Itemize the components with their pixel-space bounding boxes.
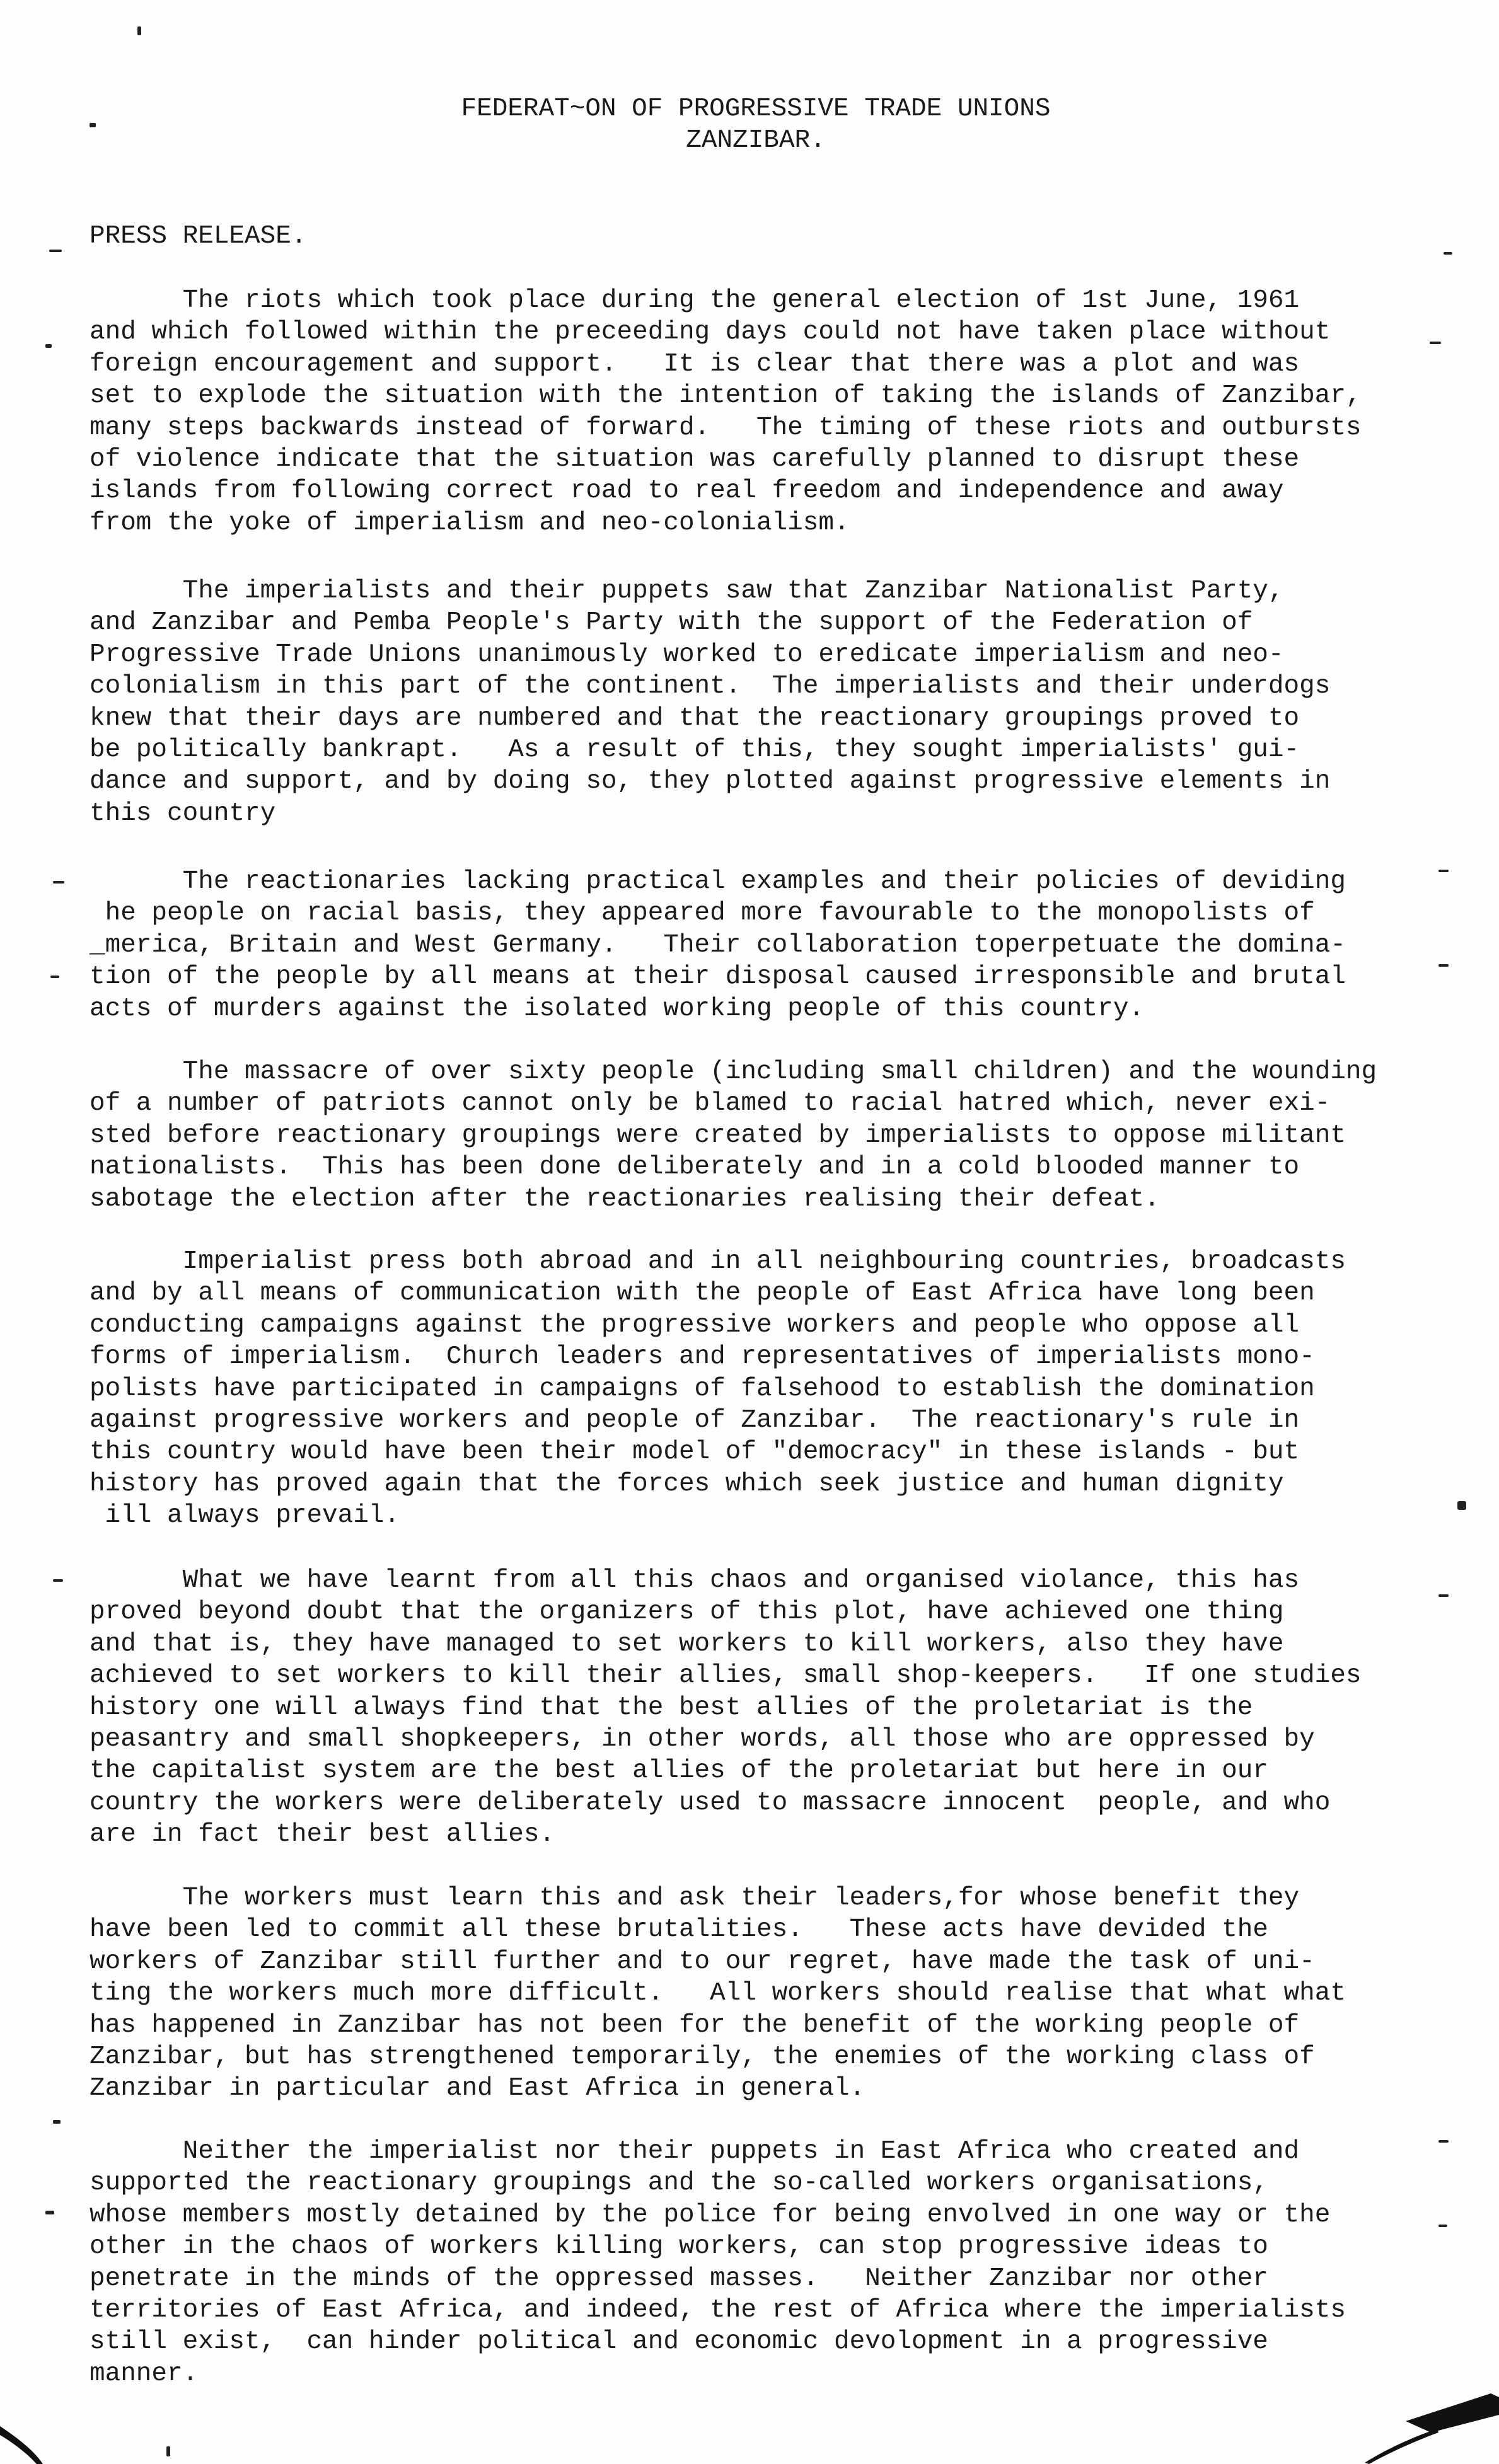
text-line: _merica, Britain and West Germany. Their collaboration toperpetuate the domina- <box>90 930 1346 960</box>
text-line: of a number of patriots cannot only be blamed to racial hatred which, never exi- <box>90 1089 1331 1119</box>
document-heading <box>0 93 1499 156</box>
paragraph-imperialist-press <box>90 1246 1438 1532</box>
text-line: Imperialist press both abroad and in all neighbouring countries, broadcasts <box>90 1247 1346 1276</box>
text-line: colonialism in this part of the continent. The imperialists and their underdogs <box>90 672 1331 701</box>
text-line: he people on racial basis, they appeared more favourable to the monopolists of <box>90 899 1315 928</box>
text-line: and that is, they have managed to set workers to kill workers, also they have <box>90 1629 1284 1659</box>
text-line: The riots which took place during the general election of 1st June, 1961 <box>90 286 1300 315</box>
text-line: history has proved again that the forces which seek justice and human dignity <box>90 1469 1284 1499</box>
text-line: this country would have been their model of "democracy" in these islands - but <box>90 1437 1300 1467</box>
text-line: of violence indicate that the situation was carefully planned to disrupt these <box>90 444 1300 474</box>
paragraph-reactionaries <box>90 866 1438 1025</box>
text-line: other in the chaos of workers killing workers, can stop progressive ideas to <box>90 2232 1268 2262</box>
text-line: territories of East Africa, and indeed, the rest of Africa where the imperialists <box>90 2295 1346 2325</box>
text-line: and Zanzibar and Pemba People's Party with the support of the Federation of <box>90 608 1253 638</box>
text-line: acts of murders against the isolated working people of this country. <box>90 994 1145 1023</box>
text-line: foreign encouragement and support. It is clear that there was a plot and was <box>90 349 1300 379</box>
text-line: workers of Zanzibar still further and to our regret, have made the task of uni- <box>90 1947 1315 1976</box>
text-line: ting the workers much more difficult. All workers should realise that what what <box>90 1979 1346 2008</box>
text-line: tion of the people by all means at their disposal caused irresponsible and brutal <box>90 962 1346 992</box>
text-line: proved beyond doubt that the organizers of this plot, have achieved one thing <box>90 1598 1284 1627</box>
scan-shadow-bottom-right <box>1362 2388 1499 2464</box>
text-line: conducting campaigns against the progressive workers and people who oppose all <box>90 1310 1300 1340</box>
text-line: Zanzibar in particular and East Africa in general. <box>90 2074 865 2104</box>
text-line: country the workers were deliberately used to massacre innocent people, and who <box>90 1788 1331 1817</box>
text-line: supported the reactionary groupings and the so-called workers organisations, <box>90 2168 1268 2198</box>
text-line: What we have learnt from all this chaos and organised violance, this has <box>90 1566 1300 1595</box>
text-line: this country <box>90 798 276 828</box>
text-line: sabotage the election after the reactionaries realising their defeat. <box>90 1184 1160 1214</box>
text-line: against progressive workers and people of Zanzibar. The reactionary's rule in <box>90 1405 1300 1435</box>
text-line: has happened in Zanzibar has not been for the benefit of the working people of <box>90 2010 1300 2040</box>
text-line: knew that their days are numbered and that the reactionary groupings proved to <box>90 703 1300 733</box>
press-release-label: PRESS RELEASE. <box>90 222 307 251</box>
text-line: set to explode the situation with the intention of taking the islands of Zanzibar, <box>90 381 1362 411</box>
text-line: ill always prevail. <box>90 1501 400 1531</box>
text-line: nationalists. This has been done deliberately and in a cold blooded manner to <box>90 1153 1300 1182</box>
paragraph-massacre <box>90 1056 1438 1215</box>
text-line: The imperialists and their puppets saw that Zanzibar Nationalist Party, <box>90 577 1284 606</box>
text-line: islands from following correct road to real freedom and independence and away <box>90 476 1284 506</box>
paragraph-conclusion <box>90 2136 1438 2390</box>
text-line: dance and support, and by doing so, they plotted against progressive elements in <box>90 767 1331 797</box>
organization-name: FEDERAT~ON OF PROGRESSIVE TRADE UNIONS <box>461 95 1051 124</box>
text-line: Progressive Trade Unions unanimously worked to eredicate imperialism and neo- <box>90 640 1284 669</box>
text-line: The workers must learn this and ask their leaders,for whose benefit they <box>90 1884 1300 1913</box>
text-line: peasantry and small shopkeepers, in other words, all those who are oppressed by <box>90 1724 1315 1754</box>
text-line: and by all means of communication with the people of East Africa have long been <box>90 1279 1315 1308</box>
text-line: and which followed within the preceeding days could not have taken place without <box>90 318 1331 347</box>
text-line: whose members mostly detained by the police for being envolved in one way or the <box>90 2200 1331 2230</box>
scan-shadow-bottom-left <box>0 2420 50 2464</box>
text-line: achieved to set workers to kill their allies, small shop-keepers. If one studies <box>90 1661 1362 1691</box>
text-line: manner. <box>90 2359 199 2388</box>
text-line: are in fact their best allies. <box>90 1820 555 1850</box>
text-line: still exist, can hinder political and economic devolopment in a progressive <box>90 2327 1268 2357</box>
text-line: history one will always find that the best allies of the proletariat is the <box>90 1693 1253 1722</box>
text-line: Zanzibar, but has strengthened temporarily, the enemies of the working class of <box>90 2042 1315 2071</box>
text-line: Neither the imperialist nor their puppets in East Africa who created and <box>90 2137 1300 2166</box>
text-line: many steps backwards instead of forward. The timing of these riots and outbursts <box>90 413 1362 442</box>
text-line: have been led to commit all these brutalities. These acts have devided the <box>90 1915 1268 1945</box>
text-line: polists have participated in campaigns of falsehood to establish the domination <box>90 1374 1315 1403</box>
paragraph-workers <box>90 1882 1438 2105</box>
text-line: The reactionaries lacking practical examples and their policies of deviding <box>90 867 1346 896</box>
paragraph-riots <box>90 285 1438 539</box>
text-line: from the yoke of imperialism and neo-colonialism. <box>90 508 850 538</box>
text-line: forms of imperialism. Church leaders and representatives of imperialists mono- <box>90 1342 1315 1372</box>
paragraph-imperialists <box>90 575 1438 829</box>
organization-location: ZANZIBAR. <box>686 126 826 155</box>
text-line: sted before reactionary groupings were created by imperialists to oppose militant <box>90 1120 1346 1150</box>
text-line: the capitalist system are the best allies of the proletariat but here in our <box>90 1756 1268 1786</box>
text-line: penetrate in the minds of the oppressed masses. Neither Zanzibar nor other <box>90 2264 1268 2293</box>
paragraph-lessons <box>90 1565 1438 1851</box>
text-line: The massacre of over sixty people (including small children) and the wounding <box>90 1057 1377 1086</box>
text-line: be politically bankrapt. As a result of this, they sought imperialists' gui- <box>90 735 1300 764</box>
